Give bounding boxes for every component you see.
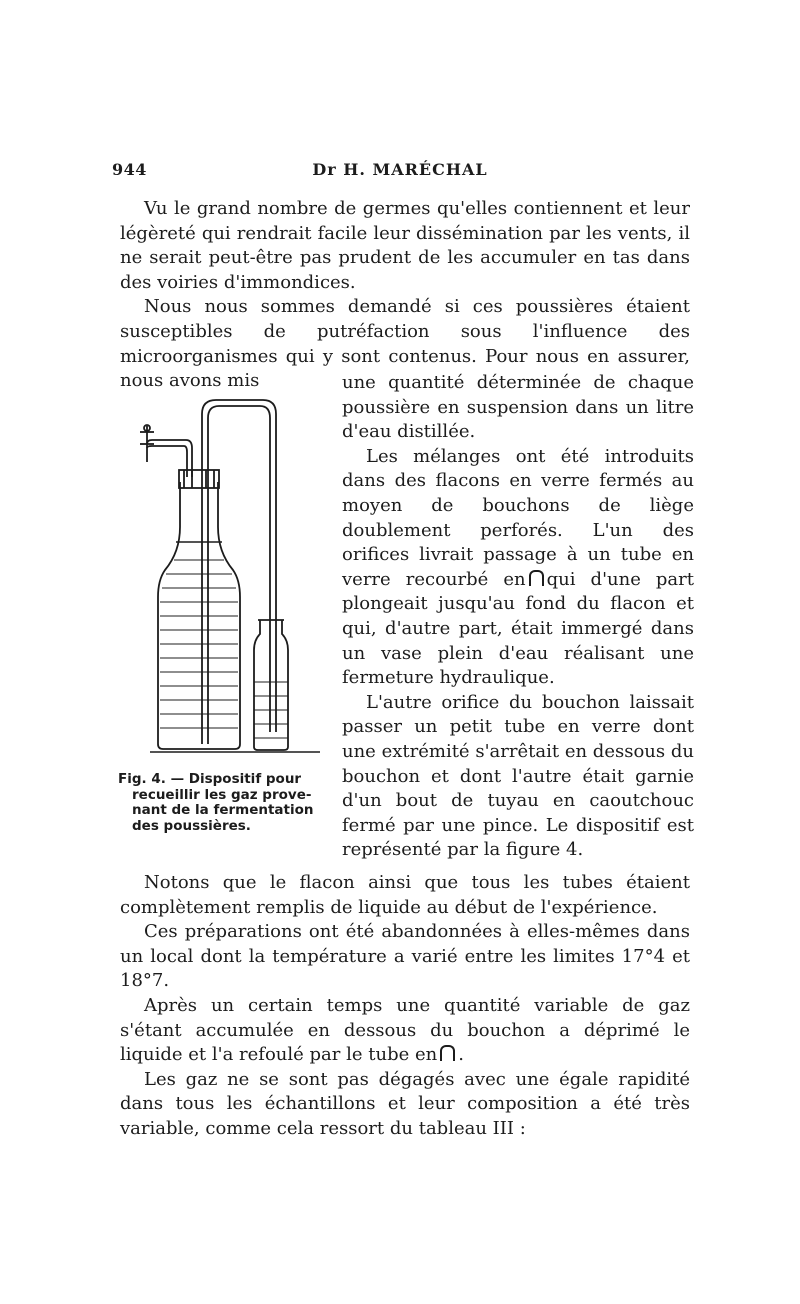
paragraph-3-text-a: Les mélanges ont été introduits dans des flacons en verre fermés au moyen de bouchons de liège doublement perforés. L'un des orifices livrait passage à un tube en verre recourbé en <box>342 445 694 590</box>
paragraph-6: Ces préparations ont été abandonnées à elles-mêmes dans un local dont la température a varié entre les limites 17°4 et 18°7. <box>120 921 690 992</box>
caption-line-1: Fig. 4. — Dispositif pour <box>118 771 302 787</box>
figure-4 <box>120 392 335 772</box>
omega-symbol-icon <box>529 570 544 586</box>
caption-line-3: nant de la fermentation <box>132 802 314 818</box>
apparatus-illustration <box>120 392 335 772</box>
caption-line-4: des poussières. <box>132 817 251 834</box>
paragraph-7-text-a: Après un certain temps une quantité variable de gaz s'étant accumulée en dessous du bouchon a déprimé le liquide et l'a refoulé par le tube en <box>120 994 690 1066</box>
paragraph-3-text-b: qui d'une part plongeait jusqu'au fond du flacon et qui, d'autre part, était immergé dans un vase plein d'eau réalisant une fermeture hydraulique. <box>342 568 695 689</box>
paragraph-block-top <box>120 197 690 394</box>
paragraph-4: L'autre orifice du bouchon laissait passer un petit tube en verre dont une extrémité s'arrêtait en dessous du bouchon et dont l'autre était garnie d'un bout de tuyau en caoutchouc fermé par une pince. Le dispositif est représenté par la figure 4. <box>342 691 694 861</box>
paragraph-1: Vu le grand nombre de germes qu'elles contiennent et leur légèreté qui rendrait facile leur dissémination par les vents, il ne serait peut-être pas prudent de les accumuler en tas dans des voiries d'immondices. <box>120 198 690 293</box>
running-head: Dr H. MARÉCHAL <box>312 160 488 179</box>
figure-caption <box>118 772 333 834</box>
paragraph-7-text-b: . <box>458 1044 464 1066</box>
paragraph-block-bottom <box>120 871 690 1142</box>
omega-symbol-icon <box>440 1045 455 1061</box>
paragraph-2a: Nous nous sommes demandé si ces poussières étaient susceptibles de putréfaction sous l'influence des microorganismes qui y sont contenus. Pour nous en assurer, nous avons mis <box>120 296 690 392</box>
paragraph-3 <box>342 445 694 691</box>
paragraph-2b: une quantité déterminée de chaque poussière en suspension dans un litre d'eau distillée. <box>342 372 694 443</box>
paragraph-7 <box>120 994 690 1068</box>
page-number: 944 <box>112 160 147 179</box>
paragraph-block-column <box>342 371 694 863</box>
paragraph-5: Notons que le flacon ainsi que tous les tubes étaient complètement remplis de liquide au début de l'expérience. <box>120 872 690 918</box>
paragraph-8: Les gaz ne se sont pas dégagés avec une égale rapidité dans tous les échantillons et leur composition a été très variable, comme cela ressort du tableau III : <box>120 1068 690 1139</box>
caption-line-2: recueillir les gaz prove- <box>132 786 312 803</box>
